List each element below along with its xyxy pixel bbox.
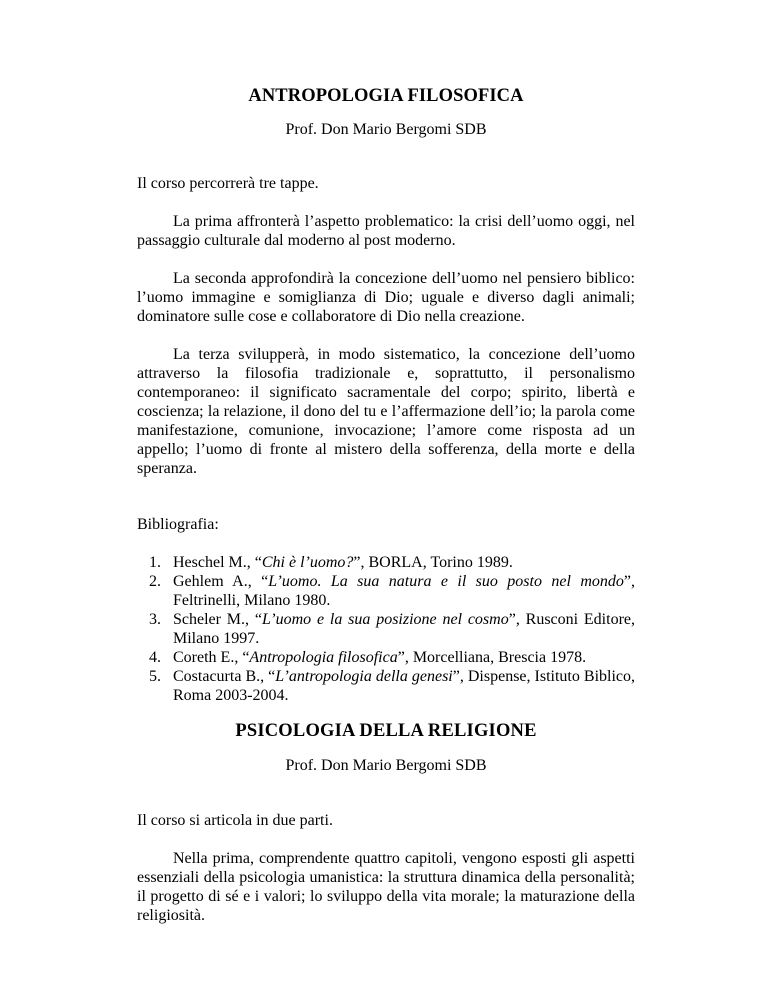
bibliography-item: 5. Costacurta B., “L’antropologia della genesi”, Dispense, Istituto Biblico, Roma 2003-2004. <box>149 668 636 704</box>
section-title-psicologia: PSICOLOGIA DELLA RELIGIONE <box>235 721 537 741</box>
bibliography-heading: Bibliografia: <box>137 516 219 533</box>
paragraph-second-stage: La seconda approfondirà la concezione dell’uomo nel pensiero biblico: l’uomo immagine e somiglianza di Dio; uguale e diverso dagli animali; dominatore sulle cose e collaboratore di Dio nella creazione. <box>137 270 635 325</box>
book-title: Chi è l’uomo? <box>261 554 354 571</box>
page-content <box>137 84 635 925</box>
section-title-antropologia: ANTROPOLOGIA FILOSOFICA <box>248 86 524 106</box>
book-title: Antropologia filosofica <box>249 649 398 666</box>
section-author: Prof. Don Mario Bergomi SDB <box>285 121 487 138</box>
bibliography-item: 1. Heschel M., “Chi è l’uomo?”, BORLA, Torino 1989. <box>149 554 513 571</box>
bibliography-item: 2. Gehlem A., “L’uomo. La sua natura e il suo posto nel mondo”, Feltrinelli, Milano 1980. <box>149 573 636 609</box>
course-intro: Il corso percorrerà tre tappe. <box>137 175 319 192</box>
course-intro: Il corso si articola in due parti. <box>137 812 333 829</box>
book-title: L’uomo. La sua natura e il suo posto nel mondo <box>268 573 624 590</box>
paragraph-first-part: Nella prima, comprendente quattro capitoli, vengono esposti gli aspetti essenziali della psicologia umanistica: la struttura dinamica della personalità; il progetto di sé e i valori; lo sviluppo della vita morale; la maturazione della religiosità. <box>137 850 635 924</box>
section-author: Prof. Don Mario Bergomi SDB <box>285 757 487 774</box>
bibliography-item: 4. Coreth E., “Antropologia filosofica”, Morcelliana, Brescia 1978. <box>149 649 587 666</box>
book-title: L’uomo e la sua posizione nel cosmo <box>261 611 509 628</box>
bibliography-item: 3. Scheler M., “L’uomo e la sua posizione nel cosmo”, Rusconi Editore, Milano 1997. <box>149 611 635 647</box>
paragraph-third-stage: La terza svilupperà, in modo sistematico, la concezione dell’uomo attraverso la filosofia tradizionale e, soprattutto, il personalismo contemporaneo: il significato sacramentale del corpo; spirito, libertà e coscienza; la relazione, il dono del tu e l’affermazione dell’io; la parola come manifestazione, comunione, invocazione; l’amore come risposta ad un appello; l’uomo di fronte al mistero della sofferenza, della morte e della speranza. <box>137 346 635 477</box>
bibliography-list <box>137 553 635 705</box>
paragraph-first-stage: La prima affronterà l’aspetto problematico: la crisi dell’uomo oggi, nel passaggio culturale dal moderno al post moderno. <box>137 213 635 249</box>
book-title: L’antropologia della genesi <box>275 668 453 685</box>
